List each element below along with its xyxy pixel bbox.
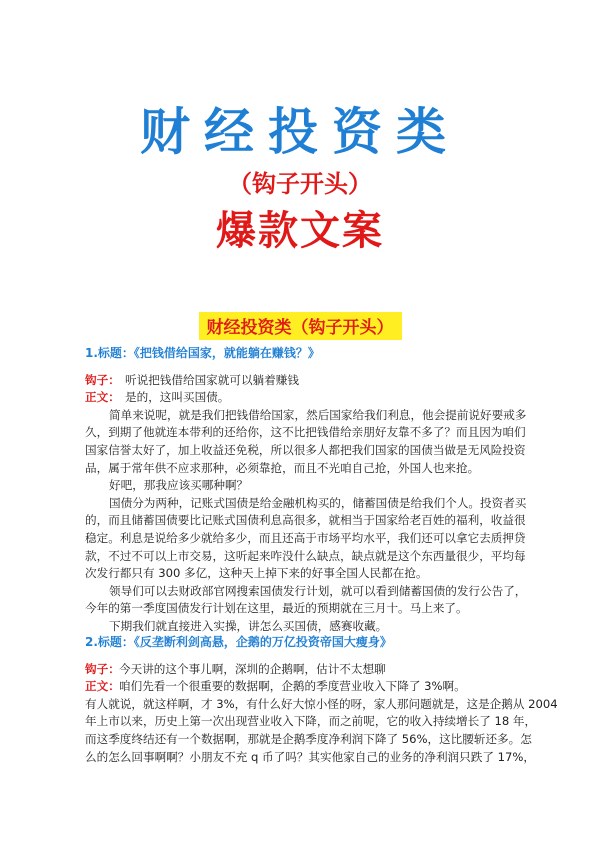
body-line: 国债分为两种，记账式国债是给金融机构买的，储蓄国债是给我们个人。投资者买	[109, 495, 527, 510]
body-line: 今年的第一季度国债发行计划在这里，最近的预期就在三月十。马上来了。	[85, 601, 468, 616]
body-line: 久，到期了他就连本带利的还给你，这不比把钱借给亲朋好友靠不多了？而且因为咱们	[85, 425, 526, 440]
body-label: 正文：	[85, 390, 120, 405]
hook-text: 今天讲的这个事儿啊，深圳的企鹅啊，估计不太想聊	[119, 661, 386, 676]
body-line: 领导们可以去财政部官网搜索国债发行计划，就可以看到储蓄国债的发行公告了，	[109, 583, 527, 598]
banner-label: 财经投资类（钩子开头）	[199, 312, 402, 340]
article-1-hook	[85, 372, 521, 390]
body-line: 下期我们就直接进入实操，讲怎么买国债，感赛收藏。	[109, 618, 388, 633]
body-line: 年上市以来，历史上第一次出现营业收入下降，而之前呢，它的收入持续增长了 18 年，	[85, 714, 537, 729]
hook-label: 钩子：	[85, 372, 120, 387]
document-headline: 爆款文案	[216, 208, 384, 254]
hook-text: 听说把钱借给国家就可以躺着赚钱	[125, 372, 299, 387]
body-label: 正文：	[85, 679, 120, 694]
body-line: 款，不过不可以上市交易，这听起来咋没什么缺点，缺点就是这个东西量很少，平均每	[85, 548, 526, 563]
body-line: 稳定。利息是说给多少就给多少，而且还高于市场平均水平，我们还可以拿它去质押贷	[85, 530, 526, 545]
body-line: 而这季度终结还有一个数据啊，那就是企鹅季度净利润下降了 56%，这比腰斩还多。怎	[85, 731, 532, 746]
body-line: 简单来说呢，就是我们把钱借给国家，然后国家给我们利息，他会提前说好要戒多	[109, 407, 527, 422]
body-line: 么的怎么回事啊啊？小朋友不充 q 币了吗？其实他家自己的业务的净利润只跌了 17%，	[85, 749, 535, 764]
article-1-body-start	[85, 389, 521, 407]
document-subtitle: （钩子开头）	[228, 170, 372, 198]
article-1-heading: 1.标题：《把钱借给国家，就能躺在赚钱？》	[85, 346, 320, 360]
body-line: 次发行都只有 300 多亿，这种天上掉下来的好事全国人民都在抢。	[85, 566, 428, 581]
hook-label: 钩子：	[85, 661, 120, 676]
body-line: 有人就说，就这样啊，才 3%，有什么好大惊小怪的呀，家人那问题就是，这是企鹅从 2004	[85, 696, 558, 711]
article-2-body-start	[85, 678, 521, 696]
article-2-heading: 2.标题：《反垄断利剑高悬，企鹅的万亿投资帝国大瘦身》	[85, 635, 392, 649]
article-2-hook	[85, 661, 521, 679]
article-section-2	[85, 634, 558, 766]
body-first-line: 咱们先看一个很重要的数据啊，企鹅的季度营业收入下降了 3%啊。	[119, 679, 466, 694]
body-line: 的，而且储蓄国债要比记账式国债利息高很多，就相当于国家给老百姓的福利，收益很	[85, 513, 526, 528]
body-line: 品，属于常年供不应求那种，必须靠抢，而且不光咱自己抢，外国人也来抢。	[85, 460, 480, 475]
document-title: 财经投资类	[140, 103, 460, 161]
body-line: 好吧，那我应该买哪种啊？	[109, 478, 249, 493]
body-line: 国家信誉太好了，加上收益还免税，所以很多人都把我们国家的国债当做是无风险投资	[85, 442, 526, 457]
body-first-line: 是的，这叫买国债。	[125, 390, 230, 405]
section-banner	[0, 312, 600, 340]
article-section-1	[85, 345, 527, 636]
